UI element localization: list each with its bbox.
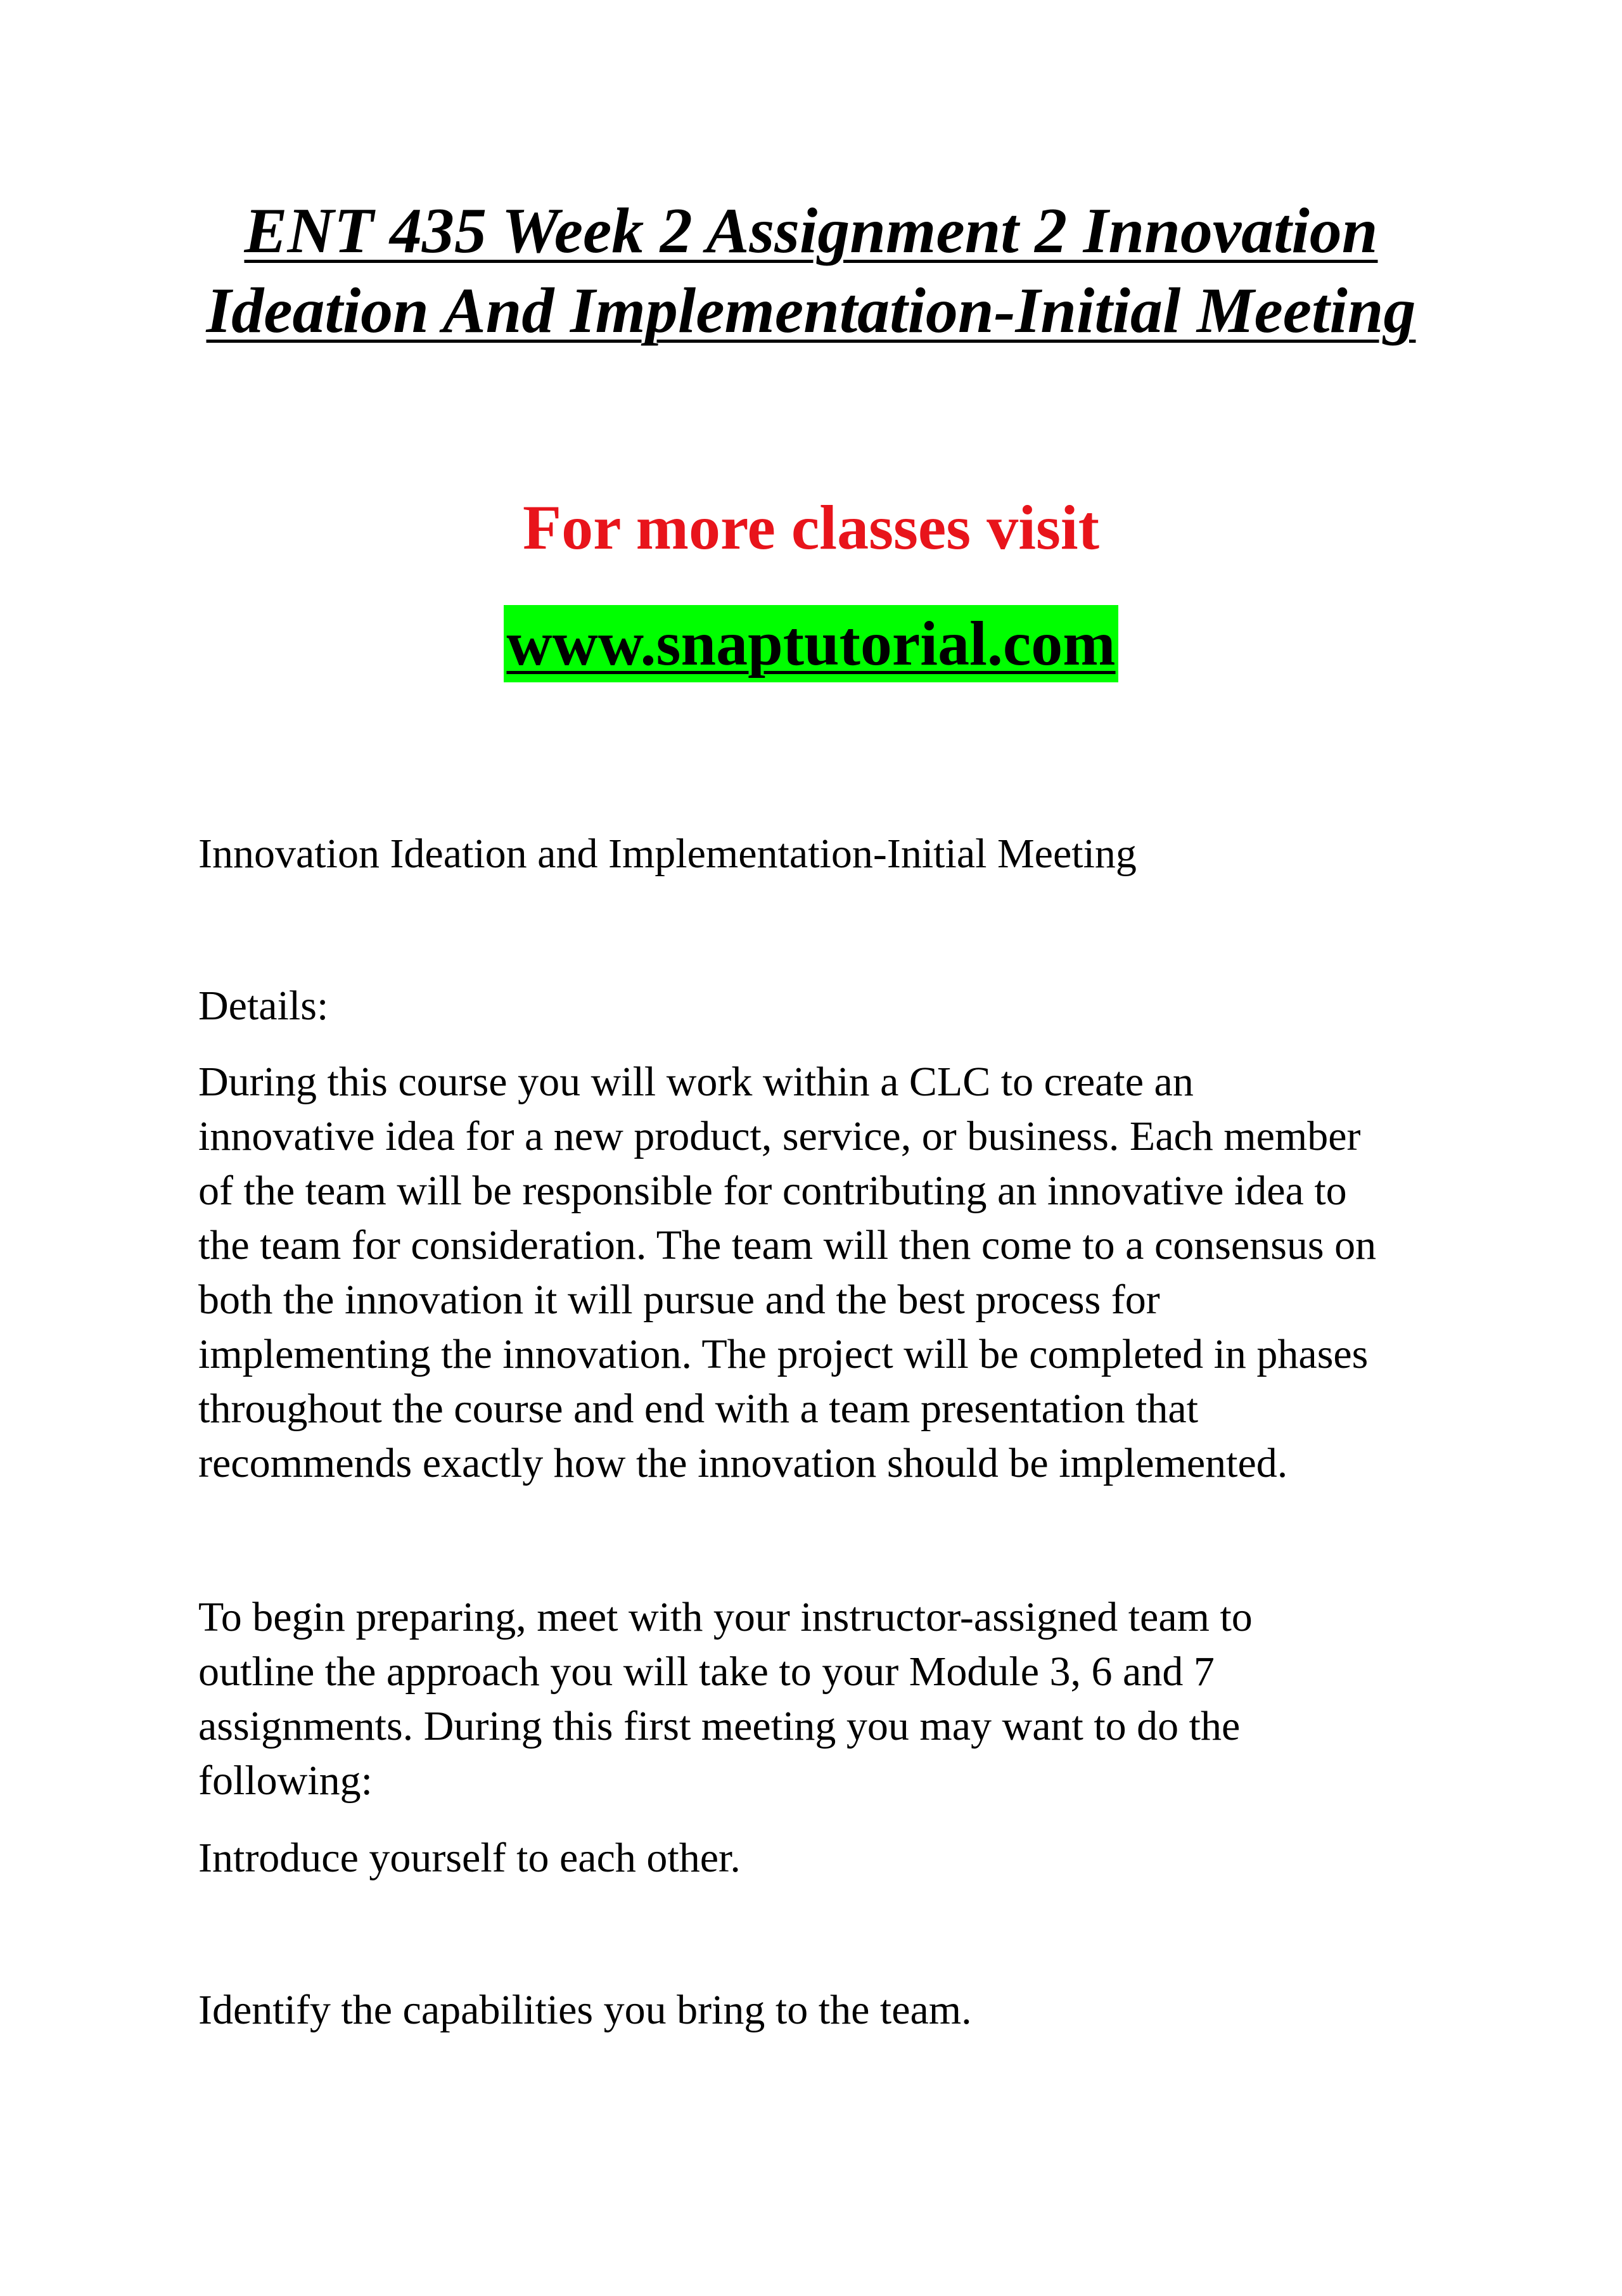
details-paragraph [198,1055,1466,1491]
website-link[interactable]: www.snaptutorial.com [504,605,1118,682]
promo-link-container [0,605,1622,682]
paragraph-line: implementing the innovation. The project will be completed in phases [198,1331,1369,1377]
paragraph-line: of the team will be responsible for contributing an innovative idea to [198,1168,1347,1214]
paragraph-line: the team for consideration. The team will then come to a consensus on [198,1222,1377,1268]
paragraph-line: outline the approach you will take to your Module 3, 6 and 7 [198,1649,1215,1695]
paragraph-line: throughout the course and end with a team presentation that [198,1386,1199,1432]
title-line-1: ENT 435 Week 2 Assignment 2 Innovation [244,195,1378,267]
promo-text: For more classes visit [522,492,1099,563]
paragraph-line: innovative idea for a new product, service, or business. Each member [198,1113,1361,1159]
task-item-capabilities: Identify the capabilities you bring to the team. [198,1987,972,2033]
section-subtitle: Innovation Ideation and Implementation-Initial Meeting [198,831,1137,877]
details-label: Details: [198,983,329,1029]
task-item-introduce: Introduce yourself to each other. [198,1835,741,1881]
title-line-2: Ideation And Implementation-Initial Meeting [206,275,1416,347]
preparation-paragraph [198,1590,1466,1808]
document-title [0,191,1622,351]
paragraph-line: both the innovation it will pursue and the best process for [198,1277,1160,1323]
paragraph-line: To begin preparing, meet with your instructor-assigned team to [198,1594,1253,1640]
paragraph-line: assignments. During this first meeting you may want to do the [198,1703,1241,1749]
paragraph-line: following: [198,1757,373,1804]
paragraph-line: recommends exactly how the innovation should be implemented. [198,1440,1288,1486]
paragraph-line: During this course you will work within a CLC to create an [198,1059,1194,1105]
